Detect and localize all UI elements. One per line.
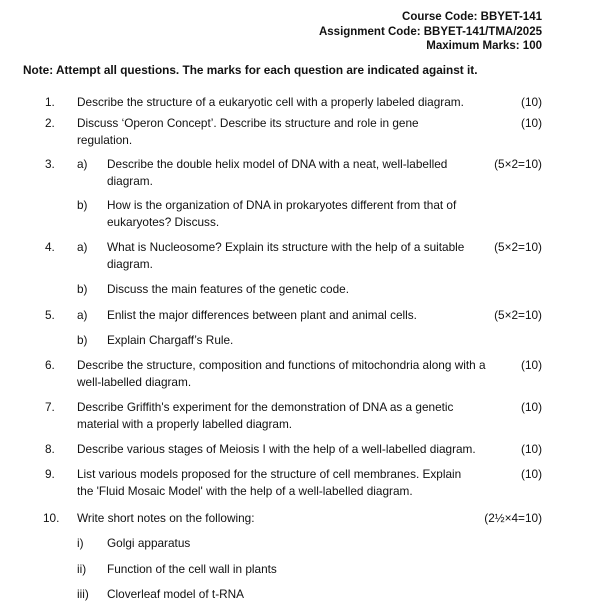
- assignment-header: [319, 10, 542, 54]
- question-number: 1.: [45, 95, 55, 109]
- sub-question-label: b): [77, 333, 88, 347]
- sub-question-label: a): [77, 240, 88, 254]
- question-number: 3.: [45, 157, 55, 171]
- sub-question-label: a): [77, 157, 88, 171]
- question-text: Describe various stages of Meiosis I with the help of a well-labelled diagram.: [77, 442, 476, 456]
- question-text: List various models proposed for the structure of cell membranes. Explain the 'Fluid Mosaic Model' with the help of a well-labelled diagram.: [77, 467, 462, 498]
- assignment-code: Assignment Code: BBYET-141/TMA/2025: [318, 25, 542, 38]
- question-text: Discuss ‘Operon Concept’. Describe its structure and role in gene regulation.: [77, 116, 419, 147]
- sub-question-label: i): [77, 536, 84, 550]
- question-marks: (10): [521, 467, 542, 481]
- question-text: Cloverleaf model of t-RNA: [107, 587, 245, 601]
- sub-question-label: iii): [77, 587, 89, 601]
- question-number: 2.: [45, 116, 55, 130]
- question-number: 5.: [45, 308, 55, 322]
- question-number: 7.: [45, 400, 55, 414]
- question-text: Explain Chargaff’s Rule.: [107, 333, 234, 347]
- question-text: Describe the structure of a eukaryotic cell with a properly labeled diagram.: [77, 95, 464, 109]
- question-marks: (10): [521, 400, 542, 414]
- question-number: 10.: [43, 511, 60, 525]
- question-marks: (10): [521, 358, 542, 372]
- question-number: 9.: [45, 467, 55, 481]
- instructions-note: Note: Attempt all questions. The marks for each question are indicated against it.: [23, 63, 478, 77]
- question-text: Describe the structure, composition and functions of mitochondria along with a well-labelled diagram.: [77, 358, 486, 389]
- question-text: What is Nucleosome? Explain its structure with the help of a suitable diagram.: [107, 240, 465, 271]
- question-marks: (5×2=10): [494, 308, 542, 322]
- question-marks: (5×2=10): [494, 240, 542, 254]
- question-text: Function of the cell wall in plants: [107, 562, 277, 576]
- sub-question-label: ii): [77, 562, 87, 576]
- question-marks: (10): [521, 442, 542, 456]
- question-text: Describe Griffith's experiment for the demonstration of DNA as a genetic material with a properly labelled diagram.: [77, 400, 454, 431]
- question-number: 6.: [45, 358, 55, 372]
- question-text: Enlist the major differences between plant and animal cells.: [107, 308, 417, 322]
- question-text: How is the organization of DNA in prokaryotes different from that of eukaryotes? Discuss.: [107, 198, 457, 229]
- question-marks: (10): [521, 116, 542, 130]
- question-text: Discuss the main features of the genetic code.: [107, 282, 349, 296]
- question-marks: (5×2=10): [494, 157, 542, 171]
- sub-question-label: a): [77, 308, 88, 322]
- question-number: 4.: [45, 240, 55, 254]
- question-marks: (2½×4=10): [484, 511, 542, 525]
- question-number: 8.: [45, 442, 55, 456]
- question-marks: (10): [521, 95, 542, 109]
- maximum-marks: Maximum Marks: 100: [426, 40, 542, 52]
- course-code: Course Code: BBYET-141: [402, 11, 542, 23]
- question-text: Describe the double helix model of DNA with a neat, well-labelled diagram.: [107, 157, 448, 188]
- sub-question-label: b): [77, 198, 88, 212]
- question-text: Write short notes on the following:: [77, 511, 255, 525]
- sub-question-label: b): [77, 282, 88, 296]
- question-text: Golgi apparatus: [107, 536, 191, 550]
